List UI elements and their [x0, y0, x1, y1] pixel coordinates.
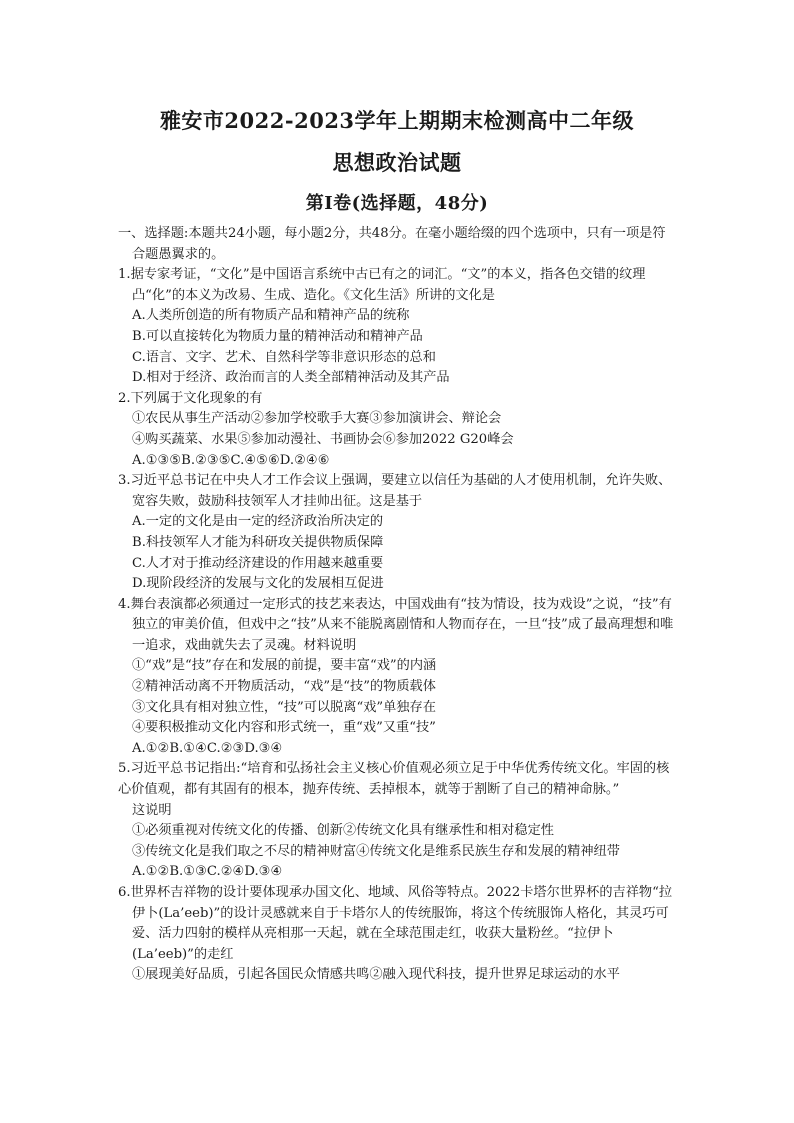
question-2-item-line-2: ④购买蔬菜、水果⑤参加动漫社、书画协会⑥参加2022 G20峰会 [132, 431, 514, 447]
question-1-option-b: B.可以直接转化为物质力量的精神活动和精神产品 [132, 328, 423, 344]
question-5-stem: 5.习近平总书记指出:“培育和弘扬社会主义核心价值观必须立足于中华优秀传统文化。牢固的核心价值观，都有其固有的根本，抛弃传统、丢掉根本，就等于割断了自己的精神命脉。” [118, 761, 670, 798]
question-2-answer-options: A.①③⑤B.②③⑤C.④⑤⑥D.②④⑥ [132, 452, 330, 468]
question-4-item-3: ③文化具有相对独立性，“技”可以脱离“戏”单独存在 [132, 699, 436, 715]
question-2-item-line-1: ①农民从事生产活动②参加学校歌手大赛③参加演讲会、辩论会 [132, 411, 502, 427]
question-3-option-d: D.现阶段经济的发展与文化的发展相互促进 [132, 576, 384, 592]
question-4-item-1: ①“戏”是“技”存在和发展的前提，要丰富“戏”的内涵 [132, 658, 437, 674]
question-1-option-a: A.人类所创造的所有物质产品和精神产品的统称 [132, 308, 410, 324]
question-3-option-a: A.一定的文化是由一定的经济政治所决定的 [132, 514, 384, 530]
question-4-stem: 4.舞台表演都必须通过一定形式的技艺来表达，中国戏曲有“技为情设，技为戏设”之说，“技”有独立的审美价值，但戏中之“技”从来不能脱离剧情和人物而存在，一旦“技”成了最高理想和唯一追求，戏曲就失去了灵魂。材料说明 [118, 596, 674, 653]
question-2-stem: 2.下列属于文化现象的有 [118, 390, 263, 406]
question-5-lead: 这说明 [132, 802, 172, 818]
question-1-stem: 1.据专家考证，“文化”是中国语言系统中古已有之的词汇。“文”的本义，指各色交错的纹理凸“化”的本义为改易、生成、造化。《文化生活》所讲的文化是 [118, 267, 646, 303]
question-5-item-line-1: ①必须重视对传统文化的传播、创新②传统文化具有继承性和相对稳定性 [132, 823, 554, 839]
question-1-option-d: D.相对于经济、政治而言的人类全部精神活动及其产品 [132, 370, 450, 386]
question-6-item-line-1: ①展现美好品质，引起各国民众情感共鸣②融入现代科技，提升世界足球运动的水平 [132, 967, 620, 983]
question-4-item-4: ④要积极推动文化内容和形式统一，重“戏”又重“技” [132, 720, 436, 736]
question-4-answer-options: A.①②B.①④C.②③D.③④ [132, 740, 283, 756]
question-body [118, 224, 678, 986]
section-heading: 第Ⅰ卷(选择题，48分) [305, 193, 489, 214]
exam-subject-title: 思想政治试题 [332, 150, 462, 175]
question-3-option-c: C.人才对于推动经济建设的作用越来越重要 [132, 555, 384, 571]
instruction-text: 一、选择题:本题共24小题，每小题2分，共48分。在毫小题给缀的四个选项中，只有一项是符合题愚翼求的。 [118, 226, 666, 262]
question-1-option-c: C.语言、文字、艺术、自然科学等非意识形态的总和 [132, 349, 436, 365]
question-6-stem: 6.世界杯吉祥物的设计要体现承办国文化、地域、风俗等特点。2022卡塔尔世界杯的吉祥物“拉伊卜(La’eeb)”的设计灵感就来自于卡塔尔人的传统服饰，将这个传统服饰人格化，其灵巧可爱、活力四射的模样从亮相那一天起，就在全球范围走红，收获大量粉丝。“拉伊卜(La’eeb)”的走红 [118, 885, 673, 962]
question-3-stem: 3.习近平总书记在中央人才工作会议上强调，要建立以信任为基础的人才使用机制，允许失败、宽容失败，鼓励科技领军人才挂帅出征。这是基于 [118, 473, 672, 509]
question-4-item-2: ②精神活动离不开物质活动，“戏”是“技”的物质载体 [132, 679, 436, 695]
question-5-answer-options: A.①②B.①③C.②④D.③④ [132, 864, 283, 880]
question-5-item-line-2: ③传统文化是我们取之不尽的精神财富④传统文化是维系民族生存和发展的精神纽带 [132, 843, 620, 859]
exam-title: 雅安市2022-2023学年上期期末检测高中二年级 [159, 108, 635, 133]
question-3-option-b: B.科技领军人才能为科研攻关提供物质保障 [132, 534, 384, 550]
